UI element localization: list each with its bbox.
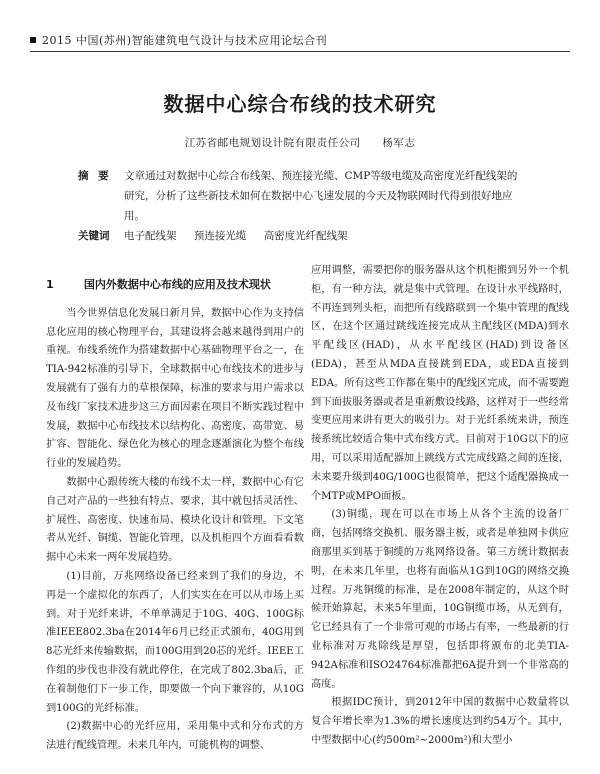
running-header [30, 32, 570, 52]
right-column [311, 262, 569, 751]
paragraph: 应用调整，需要把你的服务器从这个机柜搬到另外一个机柜，有一种方法，就是集中式管理。在设计水平线路时，不再连到列头柜，而把所有线路联到一个集中管理的配线区，在这个区通过跳线连接完成从主配线区(MDA)到水平配线区(HAD)，从水平配线区(HAD)到设备区(EDA)，甚至从MDA直接跳到EDA，或EDA直接到EDA。所有这些工作都在集中的配线区完成，而不需要跑到下面拔服务器或者是重新敷设线路，这样对于一些经常变更应用来讲有更大的吸引力。对于光纤系统来讲，预连接系统比较适合集中式布线方式。目前对于10G以下的应用，可以采用适配器加上跳线方式完成线路之间的连接，未来要升级到40G/100G也很简单，把这个适配器换成一个MTP或MPO面板。 [311, 265, 569, 502]
keywords [78, 226, 518, 246]
author: 杨军志 [382, 137, 416, 149]
section-number: 1 [46, 278, 54, 291]
section-heading [46, 276, 304, 295]
keywords-label: 关键词 [78, 230, 110, 242]
paragraph: 当今世界信息化发展日新月异，数据中心作为支持信息化应用的核心物理平台，其建设将会越来越得到用户的重视。布线系统作为搭建数据中心基础物理平台之一，在TIA-942标准的引导下，全球数据中心布线技术的进步与发展就有了强有力的草根保障，标准的要求与用户需求以及布线厂家技术进步这三方面因素在项目不断实践过程中发展，数据中心布线技术以结构化、高密度、高带宽、易扩容、智能化、绿色化为核心的理念逐渐演化为整个布线行业的发展趋势。 [46, 307, 304, 470]
header-square-icon [30, 37, 36, 43]
article-title: 数据中心综合布线的技术研究 [163, 92, 437, 116]
keyword: 高密度光纤配线架 [263, 230, 348, 242]
affiliation: 江苏省邮电规划设计院有限责任公司 [184, 137, 361, 149]
section-title: 国内外数据中心布线的应用及技术现状 [83, 278, 271, 291]
paragraph: (1)目前，万兆网络设备已经来到了我们的身边，不再是一个虚拟化的东西了，人们实实在在可以从市场上买到。对于光纤来讲，不单单满足于10G、40G、100G标准IEEE802.3ba在2014年6月已经正式颁布，40G用到8芯光纤来传输数据，而100G用到20芯的光纤。IEEE工作组的步伐也非没有就此停住，在完成了802.3ba后，正在着制他们下一步工作，即要做一个向下兼容的，从10G到100G的光纤标准。 [46, 570, 304, 714]
running-title: 2015 中国(苏州)智能建筑电气设计与技术应用论坛合刊 [42, 34, 328, 47]
paragraph: (2)数据中心的光纤应用，采用集中式和分布式的方法进行配线管理。未来几年内，可能机构的调整、 [46, 721, 304, 752]
affiliation-line [0, 135, 600, 150]
abstract [78, 166, 518, 226]
keyword: 预连接光缆 [193, 230, 247, 242]
abstract-text: 文章通过对数据中心综合布线架、预连接光缆、CMP等级电缆及高密度光纤配线架的研究，分析了这些新技术如何在数据中心飞速发展的今天及物联网时代得到很好地应用。 [124, 170, 518, 222]
paragraph: (3)铜缆，现在可以在市场上从各个主流的设备厂商，包括网络交换机、服务器主板，或者是单独网卡供应商那里买到基于铜缆的万兆网络设备。第三方统计数据表明，在未来几年里，也将有面临从1G到10G的网络交换过程。万兆铜缆的标准，是在2008年制定的，从这个时候开始算起，未来5年里面，10G铜缆市场，从无到有，它已经具有了一个非常可观的市场占有率，一些最新的行业标准对万兆除线是厚望，包括即将颁布的北美TIA-942A标准和ISO24764标准都把6A提升到一个非常高的高度。 [311, 509, 569, 690]
keyword: 电子配线架 [124, 230, 177, 242]
paragraph: 根据IDC预计，到2012年中国的数据中心数量将以复合年增长率为1.3%的增长速度达到约54万个。其中，中型数据中心(约500m²~2000m²)和大型小 [311, 697, 569, 746]
abstract-label: 摘 要 [78, 170, 112, 182]
paragraph: 数据中心跟传统大楼的布线不太一样，数据中心有它自己对产品的一些独有特点、要求，其中就包括灵活性、扩展性、高密度、快速布局、模块化设计和管理。下文笔者从光纤、铜缆、智能化管理，以及机柜四个方面看看数据中心未来一两年发展趋势。 [46, 476, 304, 564]
left-column [46, 262, 304, 756]
